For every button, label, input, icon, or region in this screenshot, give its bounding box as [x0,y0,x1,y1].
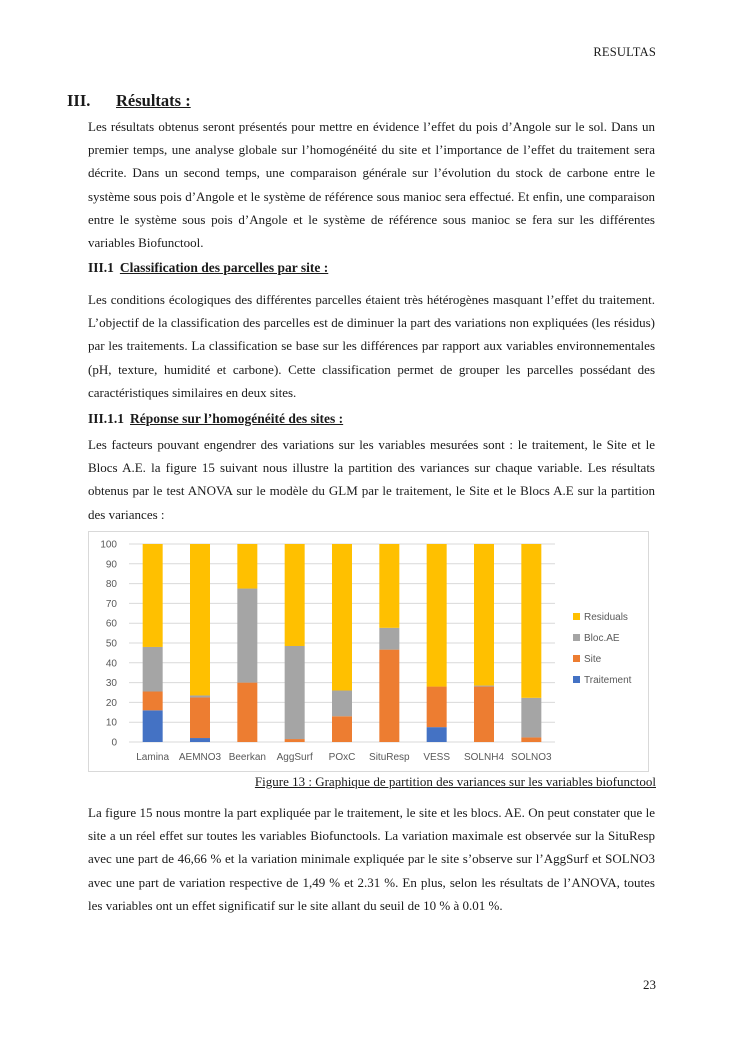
bar-site-solnh4 [474,687,494,742]
bar-traitement-lamina [143,710,163,742]
bar-residuals-situresp [379,544,399,628]
variance-chart-svg [89,532,648,771]
intro-paragraph: Les résultats obtenus seront présentés pour mettre en évidence l’effet du pois d’Angole sur le sol. Dans un premier temps, une analyse globale sur l’homogénéité du site et l’importance de l’effet du traitement sera décrite. Dans un second temps, une comparaison générale sur l’évolution du stock de carbone entre le système sous pois d’Angole et le système de référence sous manioc sera effectué. Et enfin, une comparaison entre le système sous pois d’Angole et le système de référence sous manioc se fera sur les différentes variables Biofunctool. [88,119,655,251]
y-tick-label: 50 [105,638,117,650]
bar-site-aemno3 [190,697,210,738]
legend-label: Bloc.AE [584,633,620,644]
bar-traitement-vess [427,727,447,742]
legend-label: Residuals [584,612,628,623]
bar-residuals-lamina [143,544,163,647]
x-tick-label: Beerkan [228,752,266,763]
y-tick-label: 30 [105,678,117,690]
y-tick-label: 60 [105,618,117,630]
x-tick-label: Lamina [136,752,170,763]
section-number: III. [67,91,91,110]
y-tick-label: 90 [105,559,117,571]
subsection-title: Réponse sur l’homogénéité des sites : [130,411,344,426]
page-number: 23 [643,977,656,992]
bar-residuals-solno3 [521,544,541,698]
subsection-heading-homogeneity [88,411,343,427]
bar-residuals-beerkan [237,544,257,589]
bar-site-poxc [332,716,352,742]
section-heading [67,91,191,111]
subsection-number: III.1.1 [88,411,125,426]
y-tick-label: 20 [105,697,117,709]
subsection-number: III.1 [88,260,114,275]
bar-site-aggsurf [285,739,305,742]
section-title: Résultats : [116,91,191,110]
bar-bloc-ae-solno3 [521,698,541,738]
legend-swatch [573,634,580,641]
y-tick-label: 80 [105,579,117,591]
x-tick-label: VESS [423,752,451,763]
x-tick-label: AggSurf [276,752,313,763]
y-tick-label: 100 [100,539,117,551]
bar-bloc-ae-lamina [143,647,163,692]
bar-residuals-vess [427,544,447,687]
legend-label: Site [584,654,602,665]
figure-caption: Figure 13 : Graphique de partition des variances sur les variables biofunctool [254,774,656,789]
bar-residuals-aggsurf [285,544,305,646]
subsection-heading-classification [88,260,328,276]
bar-site-vess [427,687,447,728]
bar-site-situresp [379,650,399,742]
bar-bloc-ae-aemno3 [190,695,210,697]
y-tick-label: 40 [105,658,117,670]
y-tick-label: 0 [111,737,117,749]
homogeneity-paragraph: Les facteurs pouvant engendrer des variations sur les variables mesurées sont : le traitement, le Site et le Blocs A.E. la figure 15 suivant nous illustre la partition des variances sur chaque variable. Les résultats obtenus par le test ANOVA sur le modèle du GLM par le traitement, le Site et le Blocs A.E sur la partition des variances : [88,437,655,522]
legend-label: Traitement [584,675,632,686]
x-tick-label: SituResp [369,752,410,763]
bar-bloc-ae-poxc [332,691,352,717]
bar-residuals-poxc [332,544,352,691]
bar-site-solno3 [521,737,541,742]
variance-chart [88,531,649,772]
classification-paragraph: Les conditions écologiques des différentes parcelles étaient très hétérogènes masquant l’effet du traitement. L’objectif de la classification des parcelles est de diminuer la part des variations non expliquées (les résidus) par les traitements. La classification se base sur les différences par rapport aux variables environnementales (pH, texture, humidité et carbone). Cette classification permet de grouper les parcelles possédant des caractéristiques similaires en deux sites. [88,292,655,400]
x-tick-label: POxC [328,752,356,763]
x-tick-label: SOLNH4 [463,752,505,763]
bar-bloc-ae-situresp [379,628,399,650]
bar-bloc-ae-beerkan [237,589,257,683]
y-tick-label: 10 [105,717,117,729]
legend-swatch [573,613,580,620]
bar-traitement-aemno3 [190,738,210,742]
x-tick-label: SOLNO3 [511,752,552,763]
running-head: RESULTAS [593,45,656,59]
bar-residuals-solnh4 [474,544,494,686]
bar-residuals-aemno3 [190,544,210,695]
x-tick-label: AEMNO3 [178,752,222,763]
legend-swatch [573,655,580,662]
bar-site-lamina [143,692,163,711]
bar-site-beerkan [237,683,257,742]
bar-bloc-ae-solnh4 [474,686,494,687]
discussion-paragraph: La figure 15 nous montre la part expliquée par le traitement, le site et les blocs. AE. On peut constater que le site a un réel effet sur toutes les variables Biofunctools. La variation maximale est observée sur la SituResp avec une part de 46,66 % et la variation minimale expliquée par le site s’observe sur l’AggSurf et SOLNO3 avec une part de variation respective de 1,49 % et 2.31 %. En plus, selon les résultats de l’ANOVA, toutes les variables ont un effet significatif sur le site allant du seuil de 10 % à 0.01 %. [88,805,655,913]
y-tick-label: 70 [105,598,117,610]
bar-bloc-ae-aggsurf [285,646,305,739]
legend-swatch [573,676,580,683]
subsection-title: Classification des parcelles par site : [119,260,329,275]
